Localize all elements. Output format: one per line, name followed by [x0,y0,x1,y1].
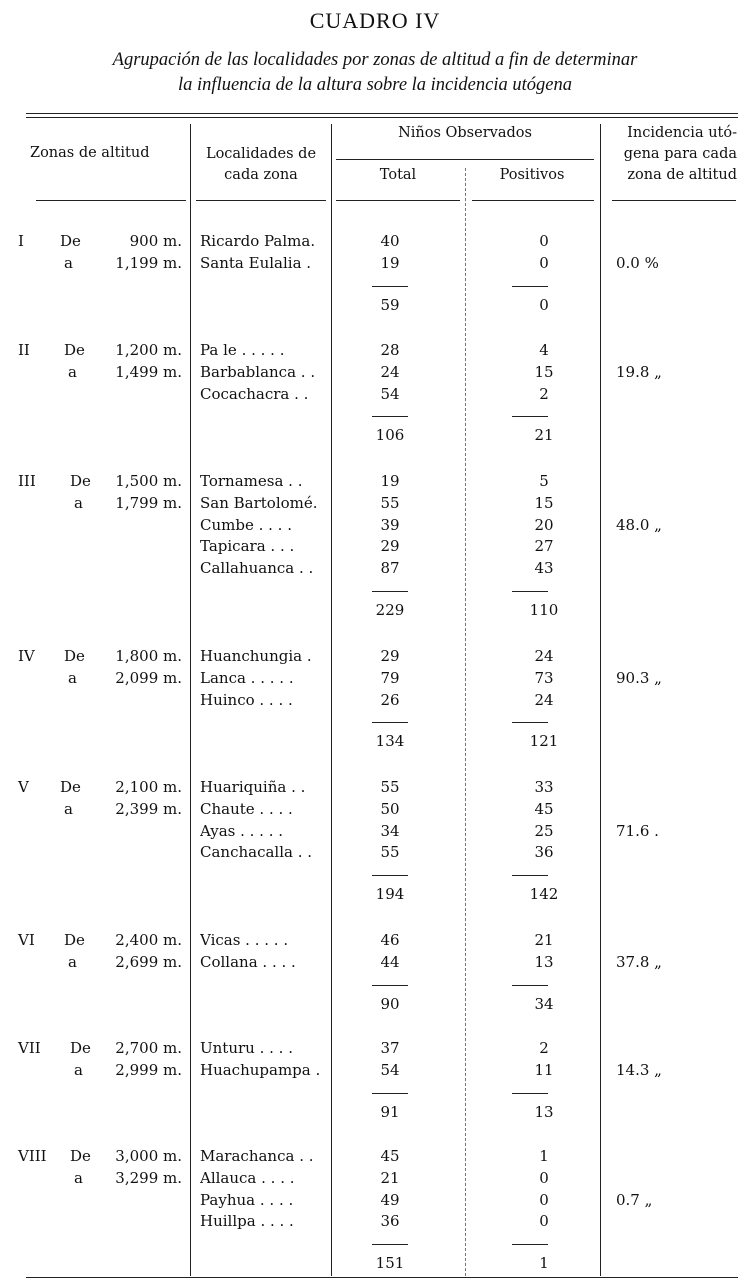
total-value: 36 [380,1212,400,1231]
zone-de-label: De [60,778,81,796]
header-incidencia [603,123,737,186]
total-value: 55 [380,843,400,862]
total-value: 87 [380,559,400,578]
locality-name: Canchacalla . . [200,843,313,862]
total-value: 19 [380,253,400,272]
subtotal-row [0,1101,750,1123]
positivos-value: 1 [539,1147,549,1165]
zone-altitude-from: 2,400 m. [115,931,182,949]
positivos-value: 24 [534,647,554,665]
zone-altitude-to: 2,699 m. [115,952,182,971]
subtotal-row [0,424,750,446]
header-positivos: Positivos [499,167,565,183]
zone-numeral: III [18,472,36,490]
locality-name: Barbablanca . . [200,362,316,381]
table-row [0,645,750,667]
subtotal-positivos: 1 [539,1254,549,1273]
table-row [0,798,750,820]
total-value: 46 [380,931,400,949]
subtotal-row [0,599,750,621]
total-value: 54 [380,1060,400,1079]
zone-numeral: II [18,341,30,359]
locality-name: San Bartolomé. [200,493,318,512]
locality-name: Payhua . . . . [200,1190,294,1209]
subtotal-rule-positivos [512,722,548,723]
incidence-value: 0.0 % [616,253,659,272]
table-row [0,689,750,711]
subtotal-positivos: 0 [539,295,549,314]
subtotal-total: 194 [375,885,405,904]
header-ninos: Niños Observados [398,125,532,141]
header-bottom-rule-3 [336,200,460,201]
positivos-value: 43 [534,559,554,578]
top-rule-2 [26,117,738,118]
zone-a-label: a [68,952,77,971]
table-row [0,929,750,951]
header-incidencia-line2: gena para cada [623,146,737,162]
total-value: 45 [380,1147,400,1165]
table-row [0,230,750,252]
locality-name: Pa le . . . . . [200,341,285,359]
zone-altitude-to: 2,999 m. [115,1060,182,1079]
zone-de-label: De [60,232,81,250]
table-row [0,1167,750,1189]
table-row [0,535,750,557]
total-value: 34 [380,821,400,840]
positivos-value: 15 [534,362,554,381]
subtotal-row [0,294,750,316]
locality-name: Unturu . . . . [200,1039,293,1057]
incidence-value: 14.3 „ [616,1060,662,1079]
locality-name: Callahuanca . . [200,559,314,578]
subtotal-positivos: 21 [534,426,554,445]
total-value: 21 [380,1168,400,1187]
table-row [0,383,750,405]
header-localidades-line2: cada zona [224,167,298,183]
positivos-value: 24 [534,690,554,709]
zone-numeral: VII [18,1039,41,1057]
subtotal-rule-total [372,1244,408,1245]
subtotal-rule-total [372,985,408,986]
total-value: 29 [380,537,400,556]
table-row [0,339,750,361]
header-bottom-rule-1 [36,200,186,201]
subtotal-total: 229 [375,601,405,619]
header-ninos-rule [336,159,594,160]
table-row [0,1210,750,1232]
table-subtitle-line2: la influencia de la altura sobre la incidencia utógena [178,75,572,95]
locality-name: Ricardo Palma. [200,232,316,250]
table-row [0,776,750,798]
table-row [0,470,750,492]
table-row [0,841,750,863]
zone-altitude-to: 2,099 m. [115,668,182,687]
total-value: 55 [380,778,400,796]
header-bottom-rule-4 [472,200,594,201]
positivos-value: 0 [539,1190,549,1209]
zone-altitude-from: 1,800 m. [115,647,182,665]
zone-altitude-to: 3,299 m. [115,1168,182,1187]
locality-name: Huariquiña . . [200,778,306,796]
incidence-value: 48.0 „ [616,515,662,534]
header-zonas: Zonas de altitud [30,145,150,161]
zone-altitude-to: 2,399 m. [115,799,182,818]
subtotal-total: 151 [375,1254,405,1273]
total-value: 55 [380,493,400,512]
positivos-value: 36 [534,843,554,862]
zone-numeral: I [18,232,24,250]
table-row [0,557,750,579]
incidence-value: 0.7 „ [616,1190,653,1209]
total-value: 44 [380,952,400,971]
zone-a-label: a [64,253,73,272]
locality-name: Allauca . . . . [200,1168,295,1187]
positivos-value: 5 [539,472,549,490]
table-row [0,1145,750,1167]
top-rule [26,113,738,114]
header-total: Total [379,167,417,183]
zone-altitude-to: 1,499 m. [115,362,182,381]
total-value: 40 [380,232,400,250]
positivos-value: 13 [534,952,554,971]
table-row [0,1037,750,1059]
incidence-value: 71.6 . [616,821,659,840]
zone-a-label: a [74,493,83,512]
zone-de-label: De [70,1147,91,1165]
zone-altitude-from: 1,500 m. [115,472,182,490]
zone-numeral: VIII [18,1147,47,1165]
positivos-value: 20 [534,515,554,534]
total-value: 19 [380,472,400,490]
positivos-value: 0 [539,1168,549,1187]
locality-name: Huachupampa . [200,1060,321,1079]
total-value: 28 [380,341,400,359]
locality-name: Ayas . . . . . [200,821,284,840]
subtotal-positivos: 34 [534,994,554,1013]
zone-de-label: De [70,472,91,490]
positivos-value: 11 [534,1060,554,1079]
header-localidades-line1: Localidades de [205,146,317,162]
total-value: 37 [380,1039,400,1057]
subtotal-rule-positivos [512,875,548,876]
subtotal-rule-total [372,1093,408,1094]
locality-name: Tornamesa . . [200,472,303,490]
table-subtitle-line1: Agrupación de las localidades por zonas de altitud a fin de determinar [112,50,638,70]
header-localidades [200,144,322,186]
zone-a-label: a [68,362,77,381]
header-incidencia-line3: zona de altitud [627,167,737,183]
subtotal-row [0,993,750,1015]
incidence-value: 37.8 „ [616,952,662,971]
subtotal-rule-total [372,286,408,287]
zone-de-label: De [70,1039,91,1057]
subtotal-rule-positivos [512,985,548,986]
subtotal-total: 106 [375,426,405,445]
locality-name: Chaute . . . . [200,799,293,818]
positivos-value: 27 [534,537,554,556]
total-value: 50 [380,799,400,818]
subtotal-row [0,883,750,905]
total-value: 49 [380,1190,400,1209]
zone-a-label: a [74,1168,83,1187]
positivos-value: 21 [534,931,554,949]
zone-altitude-from: 3,000 m. [115,1147,182,1165]
subtotal-rule-positivos [512,416,548,417]
subtotal-rule-positivos [512,286,548,287]
header-bottom-rule-2 [196,200,326,201]
zone-de-label: De [64,341,85,359]
positivos-value: 15 [534,493,554,512]
positivos-value: 2 [539,384,549,403]
positivos-value: 2 [539,1039,549,1057]
subtotal-positivos: 142 [529,885,559,904]
total-value: 29 [380,647,400,665]
locality-name: Huinco . . . . [200,690,293,709]
total-value: 24 [380,362,400,381]
zone-altitude-from: 900 m. [129,232,182,250]
locality-name: Tapicara . . . [200,537,295,556]
positivos-value: 73 [534,668,554,687]
zone-altitude-from: 2,100 m. [115,778,182,796]
zone-a-label: a [74,1060,83,1079]
subtotal-rule-positivos [512,591,548,592]
locality-name: Lanca . . . . . [200,668,294,687]
subtotal-row [0,730,750,752]
positivos-value: 0 [539,253,549,272]
locality-name: Cocachacra . . [200,384,309,403]
subtotal-rule-total [372,722,408,723]
total-value: 26 [380,690,400,709]
bottom-rule [26,1277,738,1278]
zone-altitude-to: 1,199 m. [115,253,182,272]
subtotal-rule-total [372,875,408,876]
positivos-value: 4 [539,341,549,359]
positivos-value: 45 [534,799,554,818]
locality-name: Huanchungia . [200,647,312,665]
total-value: 54 [380,384,400,403]
table-title: CUADRO IV [309,8,441,33]
locality-name: Vicas . . . . . [200,931,289,949]
subtotal-rule-positivos [512,1093,548,1094]
positivos-value: 0 [539,1212,549,1231]
locality-name: Cumbe . . . . [200,515,292,534]
positivos-value: 0 [539,232,549,250]
zone-numeral: VI [18,931,35,949]
subtotal-positivos: 13 [534,1102,554,1121]
subtotal-total: 91 [380,1102,400,1121]
zone-altitude-from: 2,700 m. [115,1039,182,1057]
positivos-value: 33 [534,778,554,796]
subtotal-total: 134 [375,732,405,751]
locality-name: Huillpa . . . . [200,1212,294,1231]
locality-name: Marachanca . . [200,1147,314,1165]
zone-numeral: IV [18,647,35,665]
subtotal-positivos: 121 [529,732,559,751]
subtotal-rule-total [372,591,408,592]
subtotal-total: 90 [380,994,400,1013]
locality-name: Collana . . . . [200,952,296,971]
subtotal-total: 59 [380,295,400,314]
subtotal-row [0,1252,750,1274]
zone-a-label: a [64,799,73,818]
locality-name: Santa Eulalia . [200,253,312,272]
zone-a-label: a [68,668,77,687]
zone-de-label: De [64,931,85,949]
total-value: 39 [380,515,400,534]
incidence-value: 19.8 „ [616,362,662,381]
total-value: 79 [380,668,400,687]
zone-numeral: V [18,778,29,796]
header-incidencia-line1: Incidencia utó- [627,125,737,141]
zone-de-label: De [64,647,85,665]
header-bottom-rule-5 [612,200,736,201]
incidence-value: 90.3 „ [616,668,662,687]
table-row [0,492,750,514]
zone-altitude-from: 1,200 m. [115,341,182,359]
positivos-value: 25 [534,821,554,840]
subtotal-positivos: 110 [529,601,559,619]
subtotal-rule-positivos [512,1244,548,1245]
subtotal-rule-total [372,416,408,417]
zone-altitude-to: 1,799 m. [115,493,182,512]
